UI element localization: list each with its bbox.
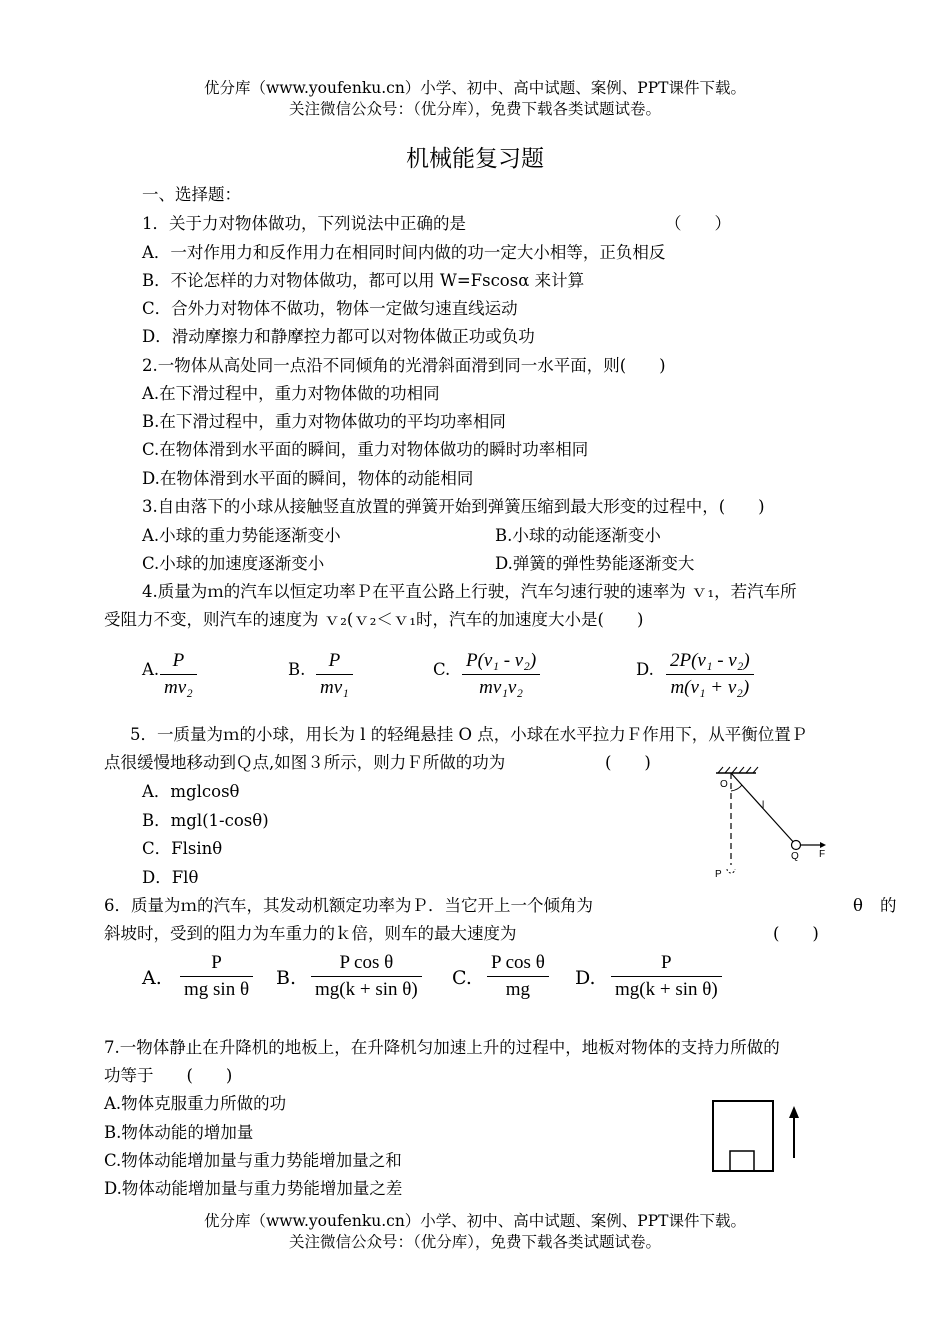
q7-option-b: B.物体动能的增加量 — [104, 1123, 254, 1142]
q5-option-d: D．Flθ — [142, 868, 199, 887]
q1-stem: 1．关于力对物体做功，下列说法中正确的是 — [142, 214, 466, 233]
q5-option-b: B．mgl(1-cosθ) — [142, 811, 269, 830]
q7-option-a: A.物体克服重力所做的功 — [104, 1094, 287, 1113]
q4-num-c: P(v₁ - v₂) — [466, 650, 537, 671]
label-o: O — [720, 779, 728, 790]
footer-line-2: 关注微信公众号：（优分库），免费下载各类试题试卷。 — [288, 1233, 661, 1251]
q1-option-b: B．不论怎样的力对物体做功，都可以用 W=Fscosα 来计算 — [142, 271, 585, 290]
q4-den-a: mv₂ — [164, 677, 193, 698]
label-p: P — [715, 869, 722, 880]
elevator-box — [713, 1101, 773, 1171]
q4-stem-line-2: 受阻力不变，则汽车的速度为 ｖ₂(ｖ₂＜ｖ₁时，汽车的加速度大小是( ) — [104, 610, 644, 629]
q4-label-b: B. — [288, 660, 306, 679]
q4-num-d: 2P(v₁ - v₂) — [670, 650, 750, 671]
q7-stem-line-2: 功等于 ( ) — [104, 1066, 233, 1085]
q2-stem: 2.一物体从高处同一点沿不同倾角的光滑斜面滑到同一水平面，则( ) — [142, 356, 666, 375]
q3-option-d: D.弹簧的弹性势能逐渐变大 — [495, 554, 695, 573]
q5-stem-line-2: 点很缓慢地移动到Ｑ点,如图３所示，则力Ｆ所做的功为 — [104, 753, 506, 772]
q5-option-c: C．Flsinθ — [142, 839, 223, 858]
header-line-1: 优分库（www.youfenku.cn）小学、初中、高中试题、案例、PPT课件下载。 — [203, 79, 747, 97]
q5-answer-paren: ( ) — [605, 753, 651, 772]
q6-label-b: B. — [276, 967, 297, 989]
q3-stem: 3.自由落下的小球从接触竖直放置的弹簧开始到弹簧压缩到最大形变的过程中，( ) — [142, 497, 765, 516]
q4-label-d: D. — [636, 660, 654, 679]
q6-stem-line-1: 6．质量为ｍ的汽车，其发动机额定功率为Ｐ．当它开上一个倾角为 — [104, 896, 593, 915]
q2-option-a: A.在下滑过程中，重力对物体做的功相同 — [142, 384, 440, 403]
q6-num-a: P — [211, 952, 222, 973]
object-block — [730, 1151, 754, 1171]
q1-option-c: C．合外力对物体不做功，物体一定做匀速直线运动 — [142, 299, 518, 318]
q6-num-b: P cos θ — [339, 952, 394, 973]
q6-fraction-c — [487, 952, 549, 1001]
q4-label-a: A. — [142, 660, 160, 679]
q7-option-c: C.物体动能增加量与重力势能增加量之和 — [104, 1151, 402, 1170]
q4-stem-line-1: 4.质量为ｍ的汽车以恒定功率Ｐ在平直公路上行驶，汽车匀速行驶的速率为 ｖ₁，若汽车所 — [142, 582, 797, 601]
up-arrow-head — [789, 1106, 799, 1118]
angle-arc — [731, 785, 742, 791]
force-arrow-head — [820, 842, 826, 848]
q1-option-d: D．滑动摩擦力和静摩控力都可以对物体做正功或负功 — [142, 327, 535, 346]
pendulum-figure — [700, 765, 850, 885]
q7-stem-line-1: 7.一物体静止在升降机的地板上，在升降机匀加速上升的过程中，地板对物体的支持力所做的 — [104, 1038, 780, 1057]
q4-den-d: m(v₁ + v₂) — [670, 677, 750, 698]
q6-label-c: C. — [452, 967, 472, 989]
label-l: l — [762, 800, 765, 811]
q4-num-b: P — [328, 650, 341, 671]
ceiling-hatch — [718, 767, 758, 773]
q7-option-d: D.物体动能增加量与重力势能增加量之差 — [104, 1179, 403, 1198]
q6-answer-paren: ( ) — [773, 924, 819, 943]
q4-fraction-a — [160, 650, 197, 699]
q5-option-a: A．mglcosθ — [142, 782, 240, 801]
q4-fraction-c — [462, 650, 540, 699]
q4-fraction-b — [316, 650, 353, 699]
q6-num-c: P cos θ — [491, 952, 545, 973]
q1-answer-paren: （ ） — [665, 214, 731, 233]
label-f: F — [819, 849, 826, 860]
q6-de: 的 — [880, 896, 897, 915]
q1-option-a: A．一对作用力和反作用力在相同时间内做的功一定大小相等，正负相反 — [142, 243, 666, 262]
elevator-figure — [705, 1096, 815, 1178]
q2-option-c: C.在物体滑到水平面的瞬间，重力对物体做功的瞬时功率相同 — [142, 440, 589, 459]
q6-den-d: mg(k + sin θ) — [615, 979, 718, 1000]
q6-stem-line-2: 斜坡时，受到的阻力为车重力的ｋ倍，则车的最大速度为 — [104, 924, 517, 943]
q3-option-c: C.小球的加速度逐渐变小 — [142, 554, 325, 573]
q5-stem-line-1: 5．一质量为ｍ的小球，用长为 l 的轻绳悬挂 O 点，小球在水平拉力Ｆ作用下，从平衡位置Ｐ — [130, 725, 808, 744]
ball-q — [792, 841, 801, 850]
q4-den-b: mv₁ — [320, 677, 349, 698]
q6-fraction-a — [180, 952, 253, 1001]
q6-den-c: mg — [505, 979, 531, 1000]
q6-fraction-b — [311, 952, 422, 1001]
q4-den-c: mv₁v₂ — [479, 677, 523, 698]
q4-fraction-d — [666, 650, 754, 699]
q6-theta: θ — [853, 896, 863, 915]
ball-p — [727, 869, 735, 873]
q6-den-a: mg sin θ — [184, 979, 250, 1000]
q4-label-c: C. — [433, 660, 451, 679]
section-heading: 一、选择题： — [142, 185, 241, 204]
header-line-2: 关注微信公众号：（优分库），免费下载各类试题试卷。 — [288, 100, 661, 118]
page-title: 机械能复习题 — [406, 146, 544, 172]
q2-option-d: D.在物体滑到水平面的瞬间，物体的动能相同 — [142, 469, 474, 488]
q6-num-d: P — [661, 952, 672, 973]
q6-den-b: mg(k + sin θ) — [315, 979, 418, 1000]
label-q: Q — [791, 851, 799, 862]
footer-line-1: 优分库（www.youfenku.cn）小学、初中、高中试题、案例、PPT课件下载。 — [203, 1212, 747, 1230]
q3-option-a: A.小球的重力势能逐渐变小 — [142, 526, 341, 545]
q3-option-b: B.小球的动能逐渐变小 — [495, 526, 661, 545]
q6-label-d: D. — [575, 967, 596, 989]
q6-fraction-d — [611, 952, 722, 1001]
q6-label-a: A. — [142, 967, 162, 989]
q4-num-a: P — [172, 650, 185, 671]
q2-option-b: B.在下滑过程中，重力对物体做功的平均功率相同 — [142, 412, 506, 431]
